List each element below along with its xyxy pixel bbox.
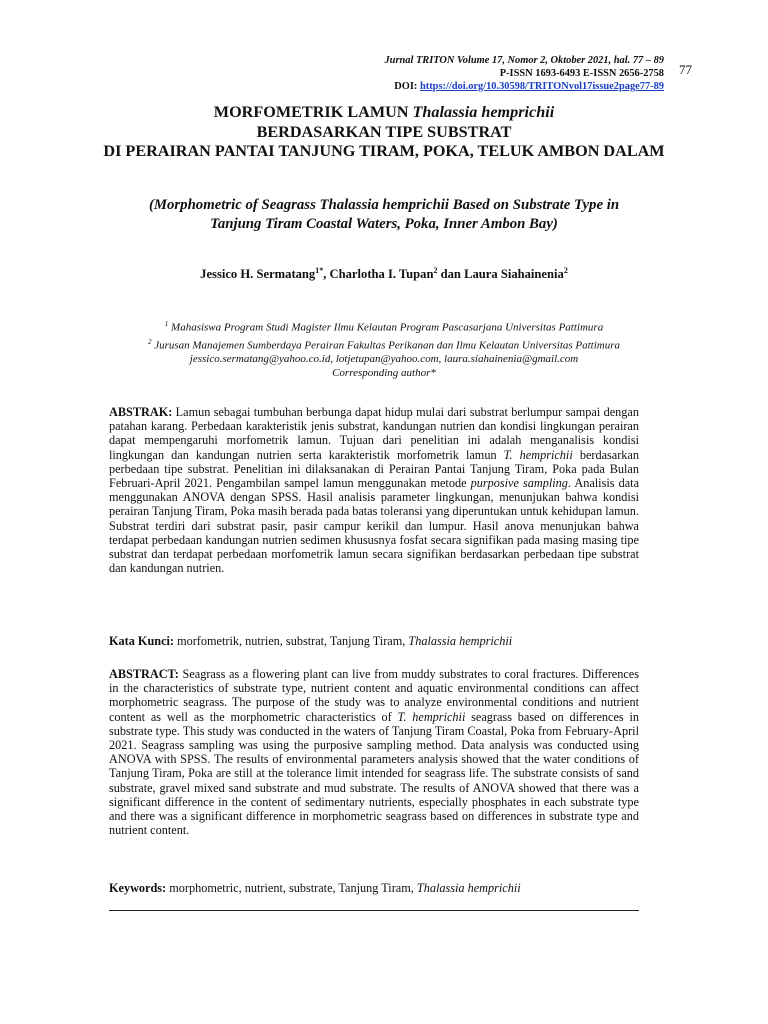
title-prefix: MORFOMETRIK LAMUN xyxy=(213,103,413,121)
author-emails: jessico.sermatang@yahoo.co.id, lotjetupan@yahoo.com, laura.siahainenia@gmail.com xyxy=(189,353,579,366)
author-3: Laura Siahainenia xyxy=(464,267,564,282)
section-divider xyxy=(109,910,639,911)
english-title-line-2: Tanjung Tiram Coastal Waters, Poka, Inner Ambon Bay) xyxy=(210,216,558,232)
affiliation-1-text: Mahasiswa Program Studi Magister Ilmu Kelautan Program Pascasarjana Universitas Pattimura xyxy=(168,321,604,334)
keywords-species: Thalassia hemprichii xyxy=(416,881,521,895)
title-species: Thalassia hemprichii xyxy=(412,103,555,121)
affiliation-2 xyxy=(60,335,708,353)
author-1-sup: 1* xyxy=(315,266,324,275)
page-number: 77 xyxy=(679,62,692,77)
journal-citation: Jurnal TRITON Volume 17, Nomor 2, Oktober 2021, hal. 77 – 89 xyxy=(384,55,664,66)
affiliation-1-sup: 1 xyxy=(164,320,169,328)
abstrak-text: . Analisis data menggunakan ANOVA dengan SPSS. Hasil analisis parameter lingkungan, menunjukan bahwa kondisi perairan Tanjung Tiram, Poka masih berada pada batas toleransi yang diperuntukan untuk kehidupan lamun. Substrat terdiri dari substrat pasir, pasir campur kerikil dan lumpur. Hasil anova menunjukan bahwa terdapat perbedaan kandungan nutrien sedimen khususnya fosfat secara signifikan pada masing masing tipe substrat dan terdapat perbedaan morfometrik lamun secara signifikan berdasarkan perbedaan tipe substrat dan kandungan nutrien. xyxy=(109,476,640,576)
title-line-3: DI PERAIRAN PANTAI TANJUNG TIRAM, POKA, TELUK AMBON DALAM xyxy=(103,142,665,160)
abstrak-label: ABSTRAK: xyxy=(109,405,173,419)
english-title xyxy=(80,196,688,234)
author-separator: dan xyxy=(437,267,465,282)
keywords-label: Keywords: xyxy=(109,881,167,895)
abstrak-species: T. hemprichii xyxy=(503,447,573,462)
affiliation-2-sup: 2 xyxy=(147,337,152,346)
corresponding-note: Corresponding author* xyxy=(332,367,436,380)
kata-kunci-text: morfometrik, nutrien, substrat, Tanjung Tiram, xyxy=(174,634,409,648)
doi-label: DOI: xyxy=(394,81,420,92)
kata-kunci-species: Thalassia hemprichii xyxy=(408,634,513,648)
author-separator: , xyxy=(323,267,330,282)
abstract-paragraph xyxy=(109,667,639,837)
abstrak-paragraph xyxy=(109,405,639,575)
journal-header xyxy=(184,54,664,93)
keywords xyxy=(109,881,639,895)
abstrak-text: Lamun sebagai tumbuhan berbunga dapat hidup mulai dari substrat berlumpur sampai dengan patahan karang. Perbedaan karakteristik jenis substrat, kandungan nutrien dan kondisi lingkungan perairan dapat mempengaruhi morfometrik lamun. Tujuan dari penelitian ini adalah menganalisis kondisi lingkungan dan kandungan nutrien serta karakteristik morfometrik lamun xyxy=(109,405,639,462)
author-list xyxy=(60,266,708,282)
abstrak-text: berdasarkan perbedaan tipe substrat. Penelitian ini dilaksanakan di Perairan Pantai Tanjung Tiram, Poka pada Bulan Februari-April 2021. Pengambilan sampel lamun menggunakan metode xyxy=(109,447,639,491)
title-line-2: BERDASARKAN TIPE SUBSTRAT xyxy=(256,122,512,141)
abstract-label: ABSTRACT: xyxy=(109,667,179,681)
english-title-line-1: (Morphometric of Seagrass Thalassia hemprichii Based on Substrate Type in xyxy=(148,197,620,213)
title-line-1 xyxy=(40,103,728,123)
abstract-text: Seagrass as a flowering plant can live from muddy substrates to coral fractures. Differences in the characteristics of substrate type, nutrient content and aquatic environmental conditions can affect morphometric seagrass. The purpose of the study was to analyze environmental conditions and nutrient content as well as the morphometric characteristics of xyxy=(109,667,639,724)
doi-line xyxy=(184,80,664,93)
abstract-text: seagrass based on differences in substrate type. This study was conducted in the waters of Tanjung Tiram Coastal, Poka from February-April 2021. Seagrass sampling was using the purposive sampling method. Data analysis was conducted using ANOVA with SPSS. The results of environmental parameters analysis showed that the water conditions of Tanjung Tiram, Poka are still at the tolerance limit intended for seagrass life. The substrate consists of sand substrate, gravel mixed sand substrate and mud substrate. The results of ANOVA showed that there was a significant difference in the content of sedimentary nutrients, especially phosphates in each substrate type and there was a significant difference in morphometric seagrass based on differences in substrate type and nutrient content. xyxy=(109,709,639,838)
doi-link[interactable]: https://doi.org/10.30598/TRITONvol17issue2page77-89 xyxy=(419,81,664,92)
affiliation-2-text: Jurusan Manajemen Sumberdaya Perairan Fakultas Perikanan dan Ilmu Kelautan Universitas Pattimura xyxy=(151,339,621,352)
kata-kunci xyxy=(109,634,639,648)
affiliations xyxy=(60,317,708,380)
author-2: Charlotha I. Tupan xyxy=(329,267,434,282)
author-2-sup: 2 xyxy=(433,266,438,275)
issn-line: P-ISSN 1693-6493 E-ISSN 2656-2758 xyxy=(499,68,664,79)
paper-title xyxy=(40,103,728,162)
abstrak-method: purposive sampling xyxy=(470,476,568,491)
kata-kunci-label: Kata Kunci: xyxy=(109,634,174,648)
author-1: Jessico H. Sermatang xyxy=(200,267,316,282)
affiliation-1 xyxy=(60,317,708,335)
keywords-text: morphometric, nutrient, substrate, Tanjung Tiram, xyxy=(166,881,417,895)
abstract-species: T. hemprichii xyxy=(397,709,466,724)
author-3-sup: 2 xyxy=(563,266,568,275)
